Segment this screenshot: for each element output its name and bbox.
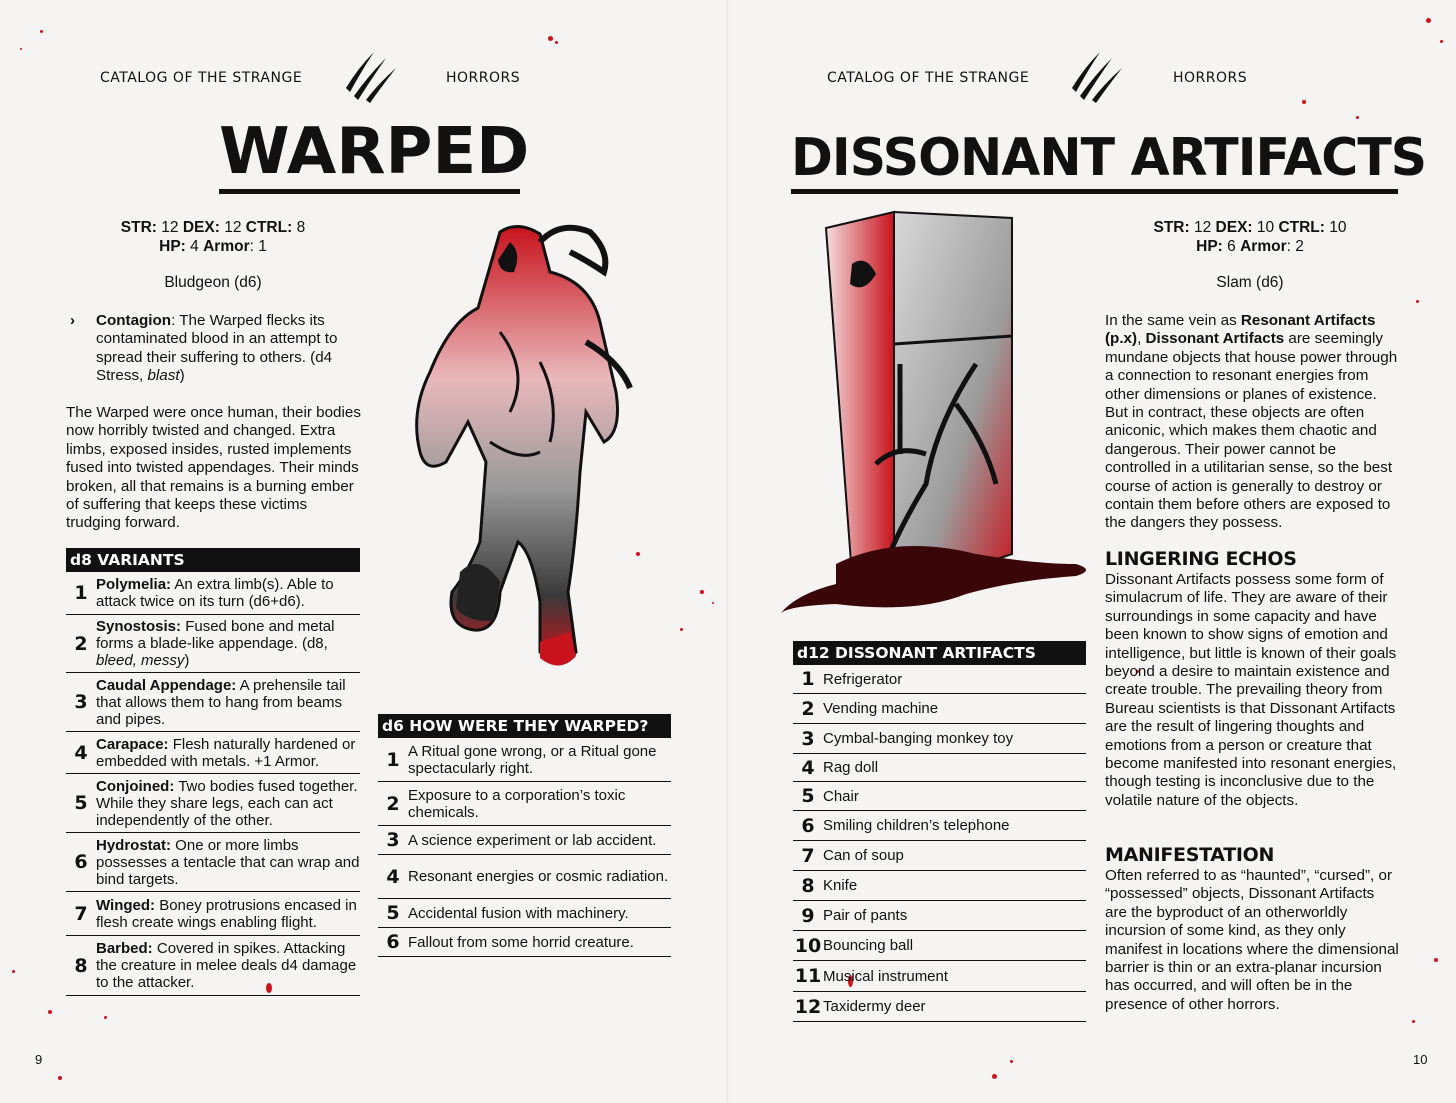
page-gutter xyxy=(727,0,729,1103)
section-text-manifestation: Often referred to as “haunted”, “cursed”, or “possessed” objects, Dissonant Artifacts are the byproduct of an otherworldly incursion of some kind, as they only manifest in locations where the dimensional barrier is thin or an extra-planar incursion has occurred, and will often be in the presence of other horrors. xyxy=(1105,867,1399,1013)
section-text-lingering-echos: Dissonant Artifacts possess some form of simulacrum of life. They are aware of their surroundings in some capacity and have been known to show signs of emotion and intelligence, but little is known of their goals beyond a desire to maintain existence and create trouble. The prevailing theory from Bureau scientists is that Dissonant Artifacts are the result of lingering thoughts and emotions from a person or creature that become manifested into resonant energies, though testing is inconclusive due to the volatile nature of the objects. xyxy=(1105,571,1397,809)
attack-line: Slam (d6) xyxy=(1216,274,1284,291)
table-row: 7 Can of soup xyxy=(793,841,1086,871)
creature-description: The Warped were once human, their bodies now horribly twisted and changed. Extra limbs, exposed insides, rusted implements fused into twisted appendages. Their minds broken, all that remains is a burning ember of suffering that keeps these victims trudging forward. xyxy=(66,404,361,532)
variants-table-title: d8 VARIANTS xyxy=(66,548,360,572)
section-heading-lingering-echos: LINGERING ECHOS xyxy=(1105,548,1297,570)
running-header-book: CATALOG OF THE STRANGE xyxy=(827,70,1030,86)
artifacts-table-title: d12 DISSONANT ARTIFACTS xyxy=(793,641,1086,665)
table-row: 1 A Ritual gone wrong, or a Ritual gone spectacularly right. xyxy=(378,738,671,782)
variants-table xyxy=(66,548,360,996)
page-title: DISSONANT ARTIFACTS xyxy=(791,128,1427,188)
warped-origin-table xyxy=(378,714,671,957)
table-row: 5 Accidental fusion with machinery. xyxy=(378,899,671,928)
title-underline xyxy=(219,189,520,194)
title-underline xyxy=(791,189,1398,194)
table-row: 11 Musical instrument xyxy=(793,961,1086,992)
claw-marks-icon xyxy=(1064,48,1124,103)
table-row: 4 Resonant energies or cosmic radiation. xyxy=(378,855,671,899)
haunted-refrigerator-illustration xyxy=(776,204,1106,624)
table-row: 3 Caudal Appendage: A prehensile tail that allows them to hang from beams and pipes. xyxy=(66,673,360,732)
stat-block: STR: 12 DEX: 10 CTRL: 10 HP: 6 Armor: 2 xyxy=(1153,219,1347,255)
claw-marks-icon xyxy=(338,48,398,103)
table-row: 1 Refrigerator xyxy=(793,665,1086,694)
table-row: 3 Cymbal-banging monkey toy xyxy=(793,724,1086,754)
running-header-section: HORRORS xyxy=(446,70,521,86)
table-row: 6 Fallout from some horrid creature. xyxy=(378,928,671,957)
table-row: 6 Hydrostat: One or more limbs possesses a tentacle that can wrap and bind targets. xyxy=(66,833,360,892)
table-row: 6 Smiling children’s telephone xyxy=(793,811,1086,841)
dissonant-artifacts-table xyxy=(793,641,1086,1022)
table-row: 8 Knife xyxy=(793,871,1086,901)
table-row: 7 Winged: Boney protrusions encased in flesh create wings enabling flight. xyxy=(66,892,360,936)
table-row: 5 Chair xyxy=(793,782,1086,811)
running-header-book: CATALOG OF THE STRANGE xyxy=(100,70,303,86)
ability-contagion: › Contagion: The Warped flecks its contaminated blood in an attempt to spread their suffering to others. (d4 Stress, blast) xyxy=(70,312,338,385)
warped-origin-table-title: d6 HOW WERE THEY WARPED? xyxy=(378,714,671,738)
warped-creature-illustration xyxy=(390,212,670,680)
table-row: 3 A science experiment or lab accident. xyxy=(378,826,671,855)
table-row: 2 Synostosis: Fused bone and metal forms a blade-like appendage. (d8, bleed, messy) xyxy=(66,615,360,673)
table-row: 2 Exposure to a corporation’s toxic chemicals. xyxy=(378,782,671,826)
running-header-section: HORRORS xyxy=(1173,70,1248,86)
table-row: 2 Vending machine xyxy=(793,694,1086,724)
intro-paragraph: In the same vein as Resonant Artifacts (p.x), Dissonant Artifacts are seemingly mundane objects that house power through a connection to resonant energies from other dimensions or planes of existence. But in contract, these objects are often aniconic, which makes them chaotic and dangerous. Their power cannot be controlled in a utilitarian sense, so the best course of action is generally to destroy or contain them before others are exposed to the dangers they possess. xyxy=(1105,312,1398,532)
stat-block: STR: 12 DEX: 12 CTRL: 8 HP: 4 Armor: 1 xyxy=(120,219,306,255)
bullet-chevron-icon: › xyxy=(70,312,76,329)
table-row: 8 Barbed: Covered in spikes. Attacking the creature in melee deals d4 damage to the attacker. xyxy=(66,936,360,996)
page-number: 9 xyxy=(35,1052,43,1067)
table-row: 4 Rag doll xyxy=(793,754,1086,782)
section-heading-manifestation: MANIFESTATION xyxy=(1105,844,1275,866)
table-row: 10 Bouncing ball xyxy=(793,931,1086,961)
attack-line: Bludgeon (d6) xyxy=(164,274,262,291)
page-number: 10 xyxy=(1413,1052,1428,1067)
table-row: 1 Polymelia: An extra limb(s). Able to attack twice on its turn (d6+d6). xyxy=(66,572,360,615)
page-title: WARPED xyxy=(219,115,530,189)
table-row: 9 Pair of pants xyxy=(793,901,1086,931)
table-row: 12 Taxidermy deer xyxy=(793,992,1086,1022)
table-row: 4 Carapace: Flesh naturally hardened or embedded with metals. +1 Armor. xyxy=(66,732,360,774)
table-row: 5 Conjoined: Two bodies fused together. While they share legs, each can act independently of the other. xyxy=(66,774,360,833)
